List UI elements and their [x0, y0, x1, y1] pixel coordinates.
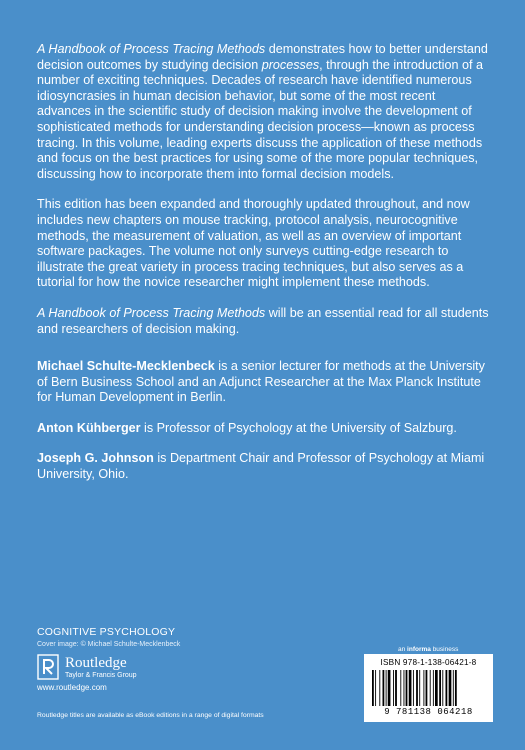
publisher-name: Routledge [65, 654, 127, 671]
isbn-barcode [364, 654, 493, 722]
author-bios [37, 359, 489, 483]
publisher-block [37, 626, 337, 692]
author-name: Anton Kühberger [37, 420, 141, 435]
author-bio: Michael Schulte-Mecklenbeck is a senior lecturer for methods at the University of Bern Business School and an Adjunct Researcher at the Max Planck Institute for Human Development in Berlin. [37, 359, 485, 405]
publisher-group: Taylor & Francis Group [65, 671, 137, 679]
blurb-paragraph-2: This edition has been expanded and thoroughly updated throughout, and now includes new chapters on mouse tracking, protocol analysis, neurocognitive methods, the measurement of valuation, as well as an overview of important software packages. The volume not only surveys cutting-edge research to illustrate the great variety in process tracing techniques, but also serves as a tutorial for how the novice researcher might implement these methods. [37, 197, 470, 290]
ebook-note: Routledge titles are available as eBook editions in a range of digital formats [37, 712, 264, 719]
author-name: Joseph G. Johnson [37, 451, 154, 466]
book-title: A Handbook of Process Tracing Methods [37, 305, 266, 320]
back-cover-blurb [37, 42, 489, 498]
routledge-logo-icon [37, 654, 59, 680]
book-title: A Handbook of Process Tracing Methods [37, 42, 266, 56]
blurb-paragraph-1: A Handbook of Process Tracing Methods demonstrates how to better understand decision outcomes by studying decision processes, through the introduction of a number of exciting techniques. Decades of research have identified numerous idiosyncrasies in human decision behavior, but some of the most recent advances in the scientific study of decision making involve the development of sophisticated methods for understanding decision process—known as process tracing. In this volume, leading experts discuss the application of these methods and focus on the best practices for using some of the more popular techniques, discussing how to incorporate them into formal decision models. [37, 42, 488, 181]
publisher-logo [37, 654, 337, 680]
isbn-text: ISBN 978-1-138-06421-8 [380, 658, 477, 667]
cover-credit: Cover image: © Michael Schulte-Mecklenbeck [37, 641, 181, 648]
barcode-digits: 9 781138 064218 [384, 707, 473, 717]
informa-tag: an informa business [398, 646, 459, 653]
author-bio: Anton Kühberger is Professor of Psychology at the University of Salzburg. [37, 420, 457, 435]
series-label: COGNITIVE PSYCHOLOGY [37, 626, 176, 638]
blurb-paragraph-3: A Handbook of Process Tracing Methods will be an essential read for all students and researchers of decision making. [37, 305, 489, 336]
author-bio: Joseph G. Johnson is Department Chair and Professor of Psychology at Miami University, Ohio. [37, 451, 485, 482]
barcode-icon [370, 670, 486, 706]
author-name: Michael Schulte-Mecklenbeck [37, 359, 215, 374]
publisher-url[interactable]: www.routledge.com [37, 683, 107, 692]
